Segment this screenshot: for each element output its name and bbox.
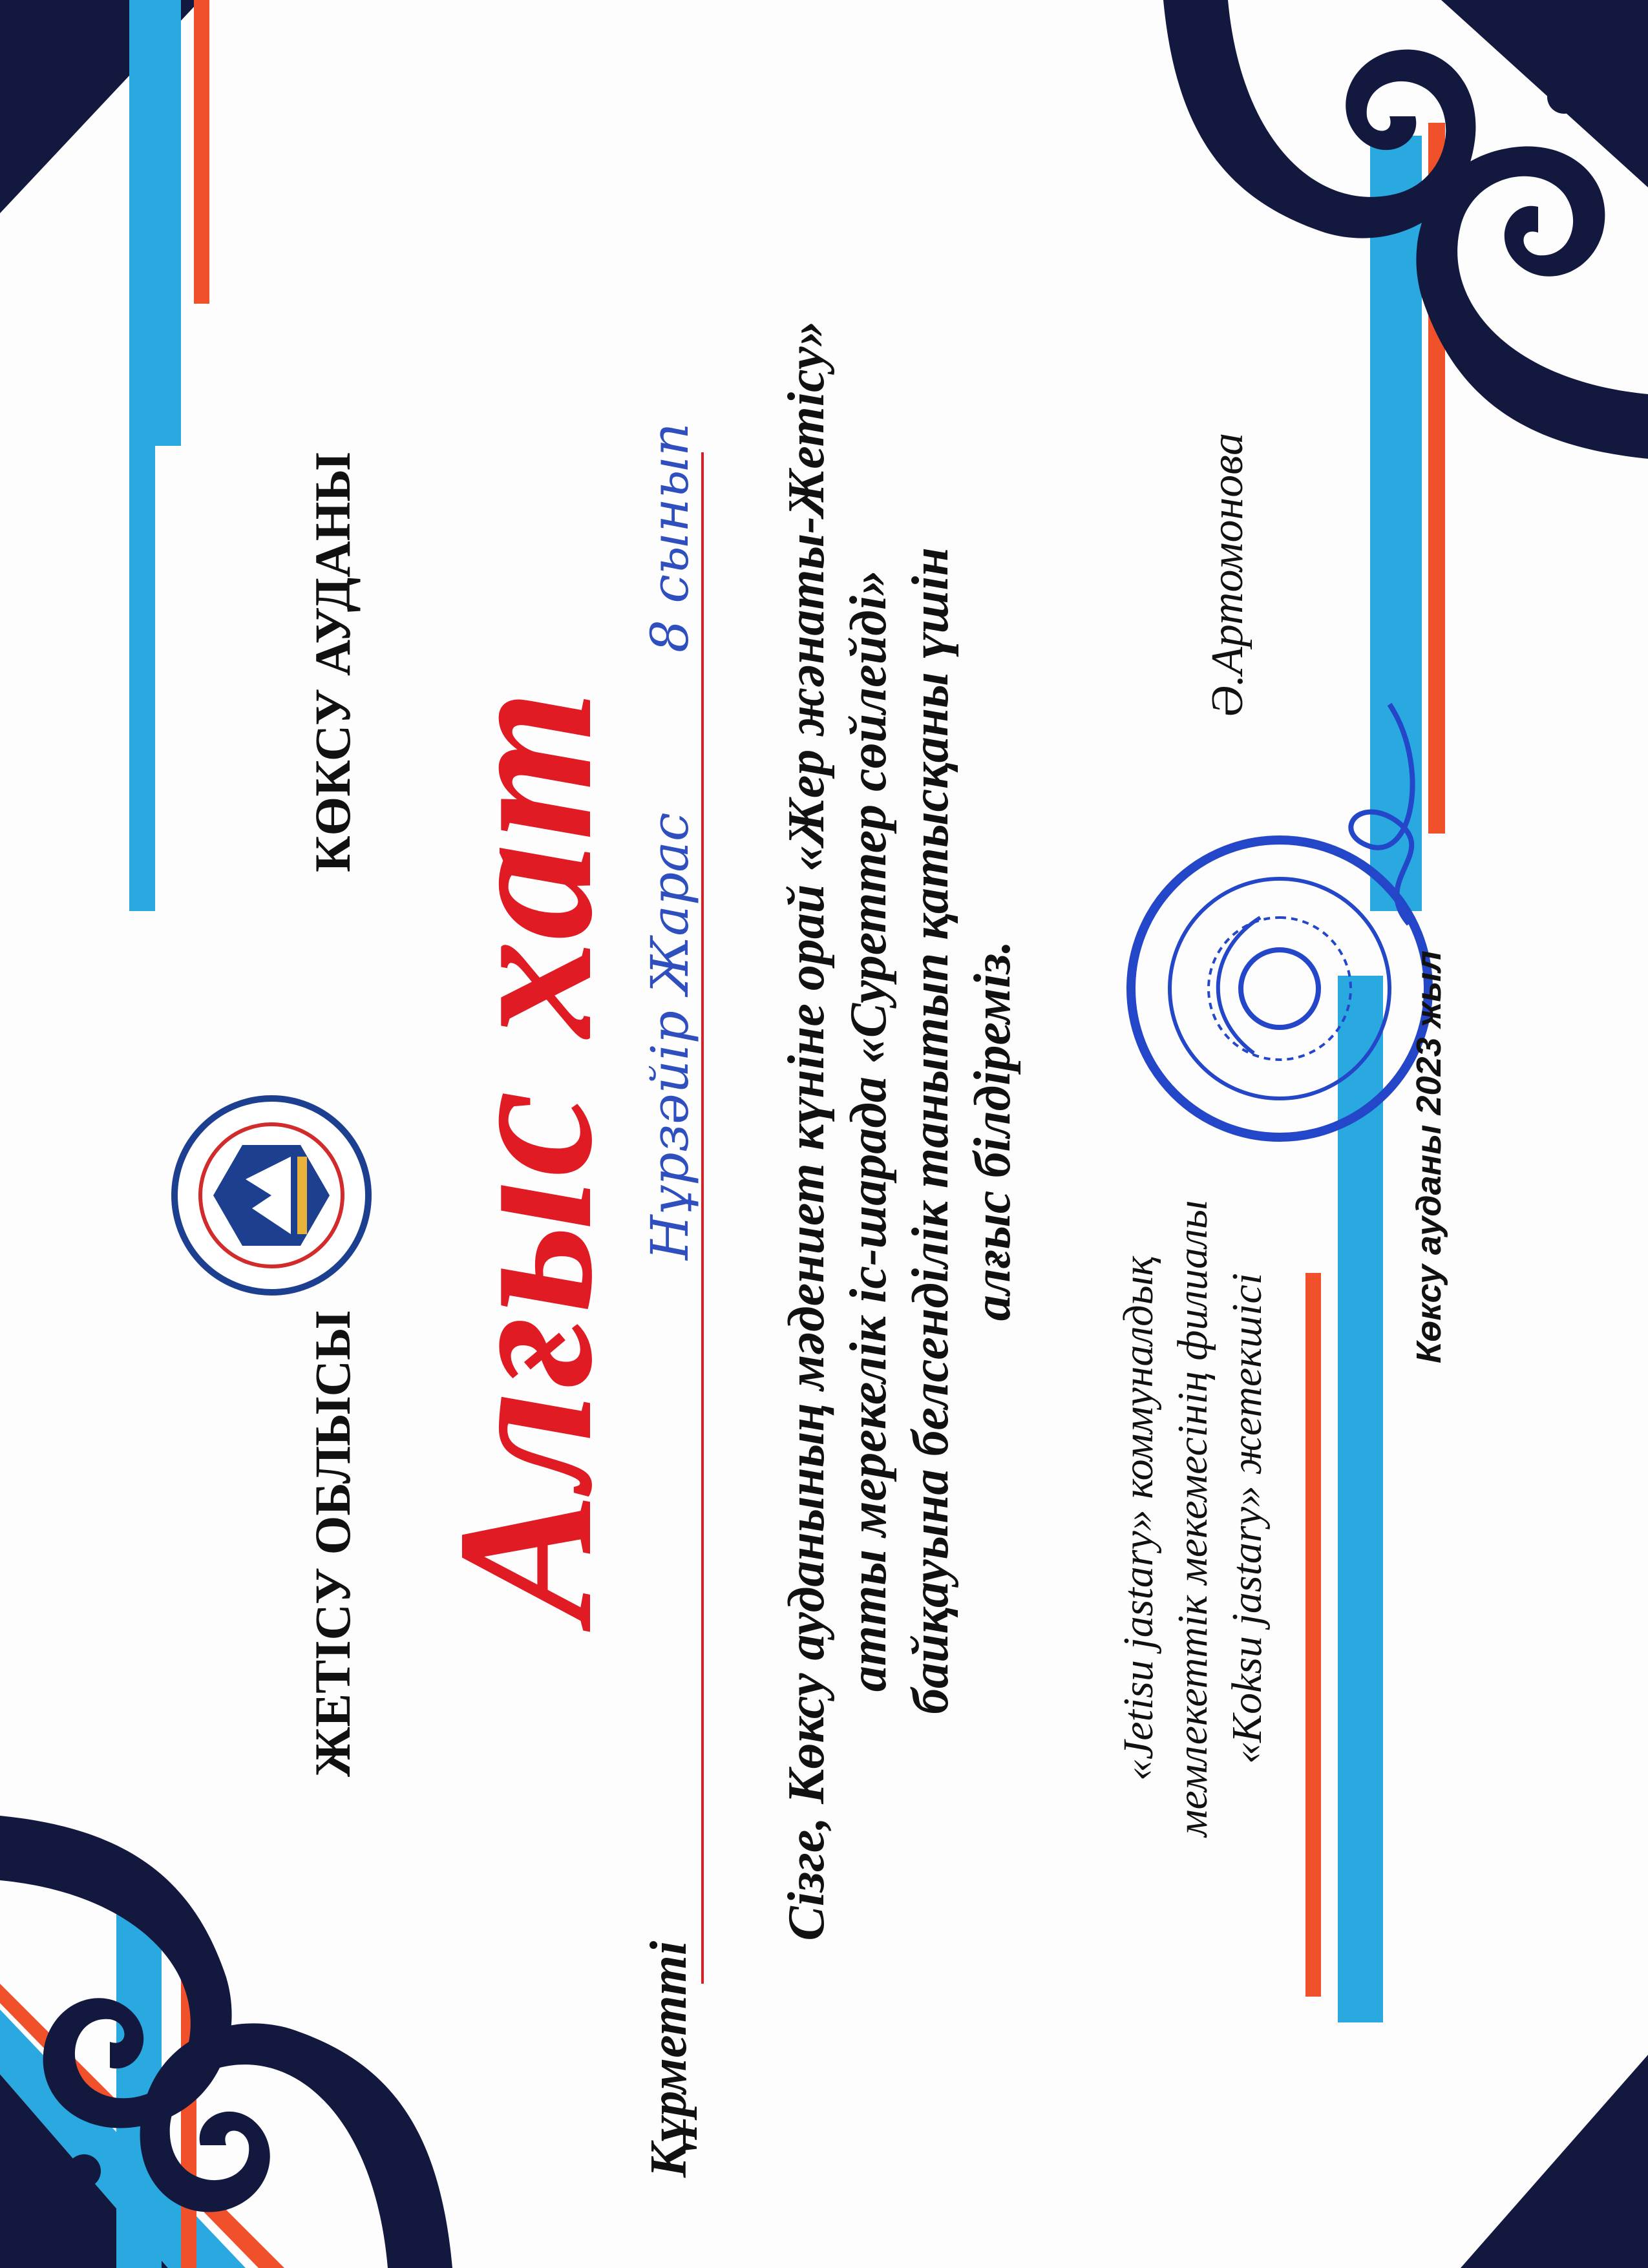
body-line: байқауына белсенділік танытып қатысқаны үшін (902, 547, 959, 1714)
district-emblem (174, 1098, 368, 1292)
right-orange-strip-top (194, 0, 209, 304)
greeting: Құрметті (640, 1940, 697, 2178)
certificate-title: Алғыс хат (417, 687, 632, 1622)
org-line: мемлекеттік мекемесінің филиалы (1169, 1200, 1216, 1837)
body-line: атты мерекелік іс-шарада «Суреттер сөйлейді» (840, 569, 897, 1692)
handwritten-grade: 8 сынып (640, 423, 700, 653)
org-line: «Jetisu jastary» коммуналдық (1115, 1255, 1162, 1781)
certificate-body (776, 149, 1024, 2113)
right-cyan-strip-top (129, 0, 181, 446)
body-line: Сізге, Көксу ауданының мәдениет күніне орай «Жер жәнаты-Жетісу» (778, 320, 835, 1941)
left-cyan-strip (1338, 976, 1383, 2022)
region-left-heading: ЖЕТІСУ ОБЛЫСЫ (304, 1310, 361, 1777)
region-right-heading: КӨКСУ АУДАНЫ (304, 452, 361, 872)
handwritten-name: Нұрзәйір Жарас (640, 812, 700, 1260)
official-stamp (1131, 840, 1428, 1137)
org-line: «Koksu jastary» жетекшісі (1223, 1273, 1271, 1764)
footer-place-year: Көксу ауданы 2023 жыл (1410, 950, 1448, 1363)
signer-name: Ә.Артомонова (1203, 432, 1252, 717)
name-underline (701, 452, 704, 1984)
right-cyan-long-top (129, 446, 155, 911)
body-line: алғыс білдіреміз. (964, 940, 1021, 1321)
left-orange-strip (1305, 1273, 1321, 1997)
organization-block (1112, 1131, 1274, 1906)
